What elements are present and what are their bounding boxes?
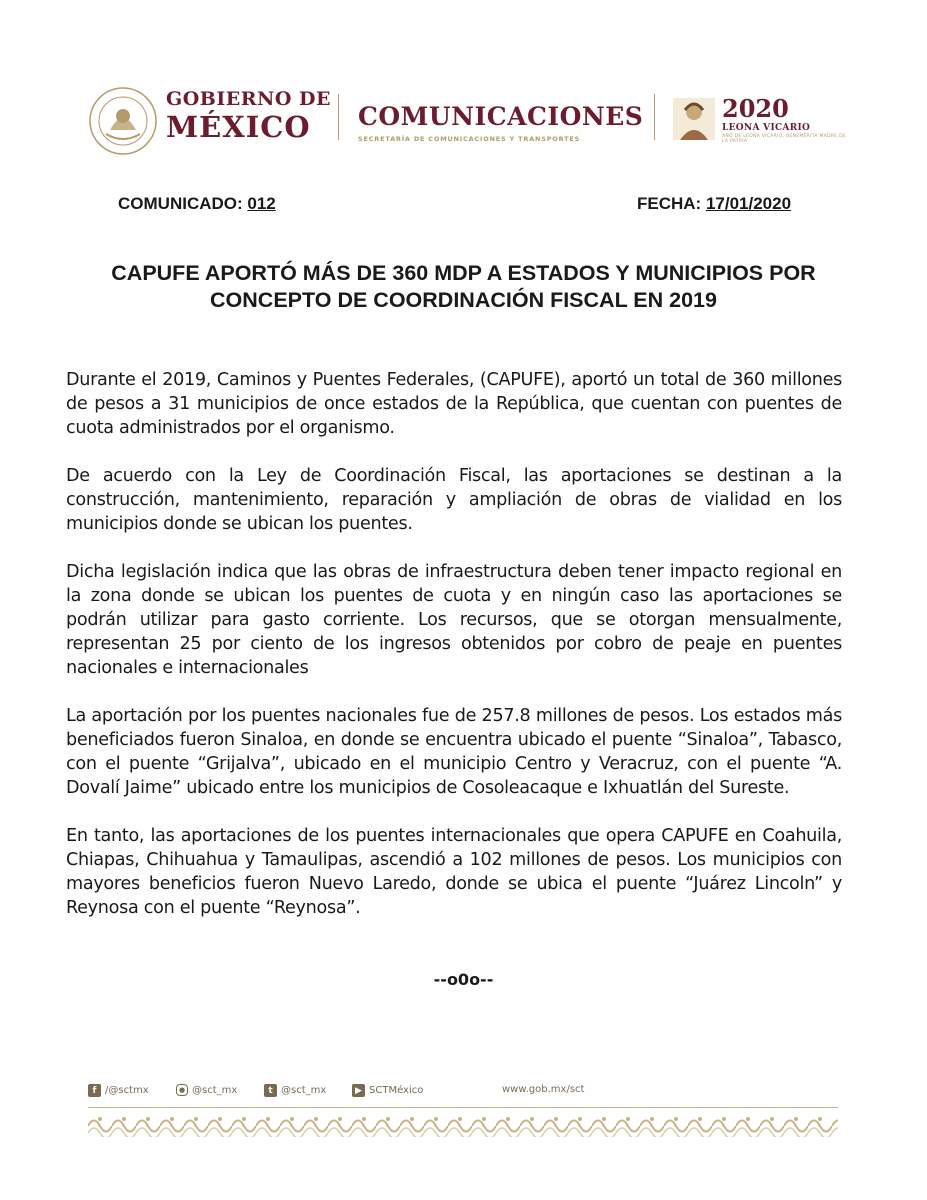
facebook-handle: /@sctmx [105, 1085, 149, 1096]
instagram-handle: @sct_mx [192, 1084, 238, 1096]
agency-name: COMUNICACIONES [358, 102, 644, 131]
header-divider [338, 94, 339, 140]
agency-subtitle: SECRETARÍA DE COMUNICACIONES Y TRANSPORTES [358, 135, 581, 143]
youtube-icon: ▶ [352, 1084, 365, 1097]
comunicado-number [118, 194, 276, 214]
footer-social [88, 1082, 840, 1102]
twitter-icon: t [264, 1084, 277, 1097]
fecha-value: 17/01/2020 [705, 194, 792, 213]
comunicado-value: 012 [247, 194, 276, 213]
facebook-link[interactable] [88, 1084, 149, 1097]
header-divider [654, 94, 655, 140]
instagram-link[interactable] [176, 1084, 237, 1096]
year-name: LEONA VICARIO [722, 123, 811, 133]
fecha-label: FECHA: [637, 194, 702, 213]
year-subtitle: AÑO DE LEONA VICARIO, BENEMÉRITA MADRE DE LA PATRIA [722, 134, 847, 144]
press-release-title: CAPUFE APORTÓ MÁS DE 360 MDP A ESTADOS Y MUNICIPIOS POR CONCEPTO DE COORDINACIÓN FISCAL EN 2019 [111, 261, 816, 312]
youtube-link[interactable] [352, 1084, 423, 1097]
website-url: www.gob.mx/sct [502, 1084, 585, 1095]
twitter-link[interactable] [264, 1084, 326, 1097]
gobierno-de-mexico-logo [166, 90, 331, 142]
decorative-pattern-band [88, 1115, 838, 1137]
closing-mark: --o0o-- [433, 970, 494, 989]
comunicado-label: COMUNICADO: [118, 194, 243, 213]
year: 2020 [722, 94, 789, 123]
website-link[interactable] [502, 1084, 584, 1095]
letterhead [88, 82, 848, 162]
paragraph: De acuerdo con la Ley de Coordinación Fiscal, las aportaciones se destinan a la construcción, mantenimiento, reparación y ampliación de obras de vialidad en los municipios donde se ubican los puentes. [66, 466, 842, 534]
twitter-handle: @sct_mx [281, 1085, 327, 1096]
footer-divider [88, 1107, 838, 1108]
release-date [637, 194, 791, 214]
instagram-icon: ● [176, 1084, 188, 1096]
youtube-handle: SCTMéxico [369, 1085, 424, 1096]
gov-line1: GOBIERNO DE [166, 88, 331, 110]
press-release-body [66, 368, 842, 944]
paragraph: Durante el 2019, Caminos y Puentes Federales, (CAPUFE), aportó un total de 360 millones de pesos a 31 municipios de once estados de la República, que cuentan con puentes de cuota administrados por el organismo. [66, 370, 842, 438]
paragraph: La aportación por los puentes nacionales fue de 257.8 millones de pesos. Los estados más beneficiados fueron Sinaloa, en donde se encuentra ubicado el puente “Sinaloa”, Tabasco, con el puente “Grijalva”, ubicado en el municipio Centro y Veracruz, con el puente “A. Dovalí Jaime” ubicado entre los municipios de Cosoleacaque e Ixhuatlán del Sureste. [66, 706, 842, 798]
national-seal-icon [88, 86, 158, 156]
leona-vicario-logo [722, 94, 848, 144]
comunicaciones-logo [358, 104, 643, 143]
paragraph: En tanto, las aportaciones de los puentes internacionales que opera CAPUFE en Coahuila, Chiapas, Chihuahua y Tamaulipas, ascendió a 102 millones de pesos. Los municipios con mayores beneficios fueron Nuevo Laredo, donde se ubica el puente “Juárez Lincoln” y Reynosa con el puente “Reynosa”. [66, 826, 842, 918]
gov-line2: MÉXICO [166, 110, 311, 144]
facebook-icon: f [88, 1084, 101, 1097]
leona-vicario-portrait-icon [671, 96, 717, 142]
paragraph: Dicha legislación indica que las obras de infraestructura deben tener impacto regional en la zona donde se ubican los puentes de cuota y en ningún caso las aportaciones se podrán utilizar para gasto corriente. Los recursos, que se otorgan mensualmente, representan 25 por ciento de los ingresos obtenidos por cobro de peaje en puentes nacionales e internacionales [66, 562, 842, 678]
